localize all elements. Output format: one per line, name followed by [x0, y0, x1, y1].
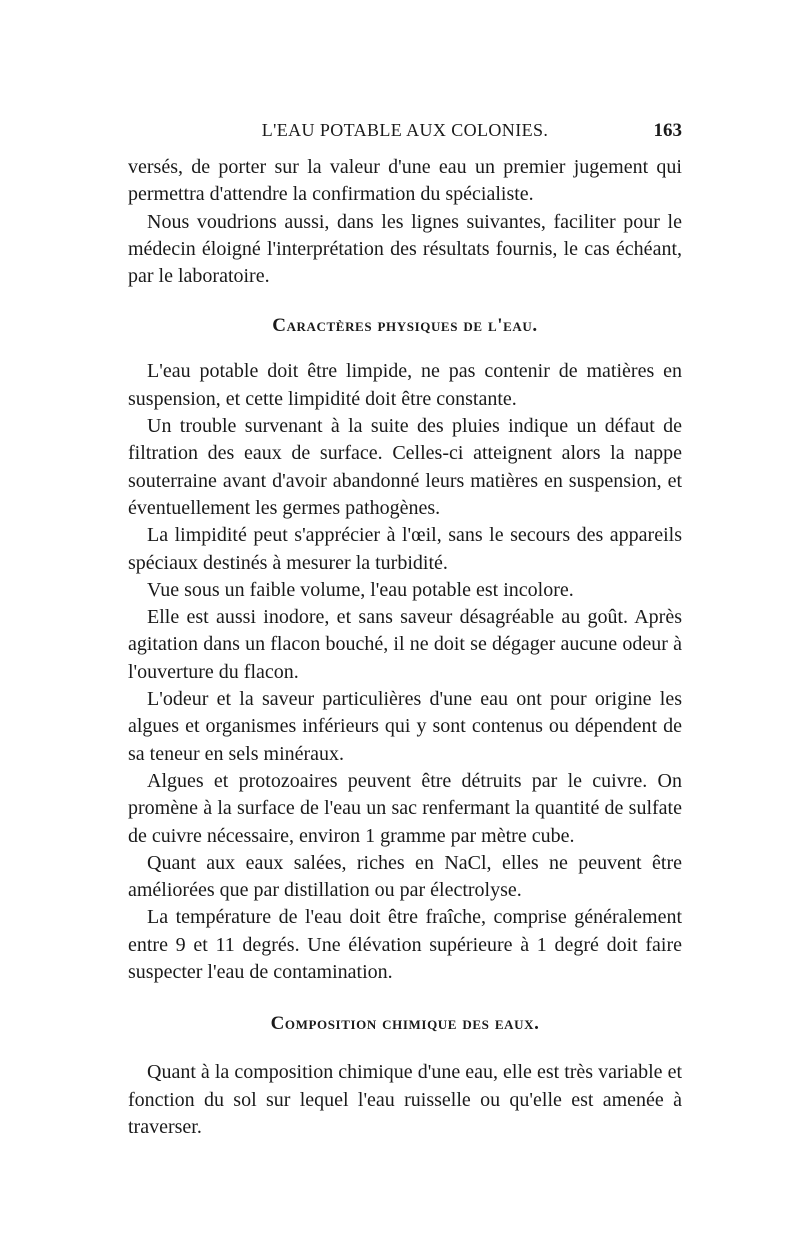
body-text: [128, 154, 682, 1141]
paragraph: Nous voudrions aussi, dans les lignes suivantes, faciliter pour le médecin éloigné l'interprétation des résultats fournis, le cas échéant, par le laboratoire.: [128, 210, 682, 288]
paragraph: L'odeur et la saveur particulières d'une eau ont pour origine les algues et organismes inférieurs qui y sont contenus ou dépendent de sa teneur en sels minéraux.: [128, 688, 682, 765]
running-title: L'EAU POTABLE AUX COLONIES.: [261, 120, 549, 140]
section-heading-chemical: Composition chimique des eaux.: [270, 1013, 540, 1035]
paragraph: Vue sous un faible volume, l'eau potable est incolore.: [147, 578, 574, 601]
running-header: [128, 120, 682, 146]
page-number: 163: [653, 120, 682, 141]
section-heading-physical: Caractères physiques de l'eau.: [272, 315, 538, 337]
paragraph: Un trouble survenant à la suite des pluies indique un défaut de filtration des eaux de surface. Celles-ci atteignent alors la nappe souterraine avant d'avoir abandonné leurs matières en suspension, et éventuellement les germes pathogènes.: [128, 415, 682, 519]
paragraph: La limpidité peut s'apprécier à l'œil, sans le secours des appareils spéciaux destinés à mesurer la turbidité.: [128, 524, 682, 574]
paragraph: Quant aux eaux salées, riches en NaCl, elles ne peuvent être améliorées que par distillation ou par électrolyse.: [128, 851, 682, 902]
paragraph: Algues et protozoaires peuvent être détruits par le cuivre. On promène à la surface de l'eau un sac renfermant la quantité de sulfate de cuivre nécessaire, environ 1 gramme par mètre cube.: [128, 769, 682, 847]
paragraph: Quant à la composition chimique d'une eau, elle est très variable et fonction du sol sur lequel l'eau ruisselle ou qu'elle est amenée à traverser.: [128, 1061, 682, 1138]
paragraph: Elle est aussi inodore, et sans saveur désagréable au goût. Après agitation dans un flacon bouché, il ne doit se dégager aucune odeur à l'ouverture du flacon.: [128, 606, 682, 683]
paragraph: L'eau potable doit être limpide, ne pas contenir de matières en suspension, et cette limpidité doit être constante.: [128, 360, 682, 410]
paragraph-continued: versés, de porter sur la valeur d'une eau un premier jugement qui permettra d'attendre la confirmation du spécialiste.: [128, 156, 682, 206]
paragraph: La température de l'eau doit être fraîche, comprise généralement entre 9 et 11 degrés. Une élévation supérieure à 1 degré doit faire suspecter l'eau de contamination.: [128, 906, 682, 984]
